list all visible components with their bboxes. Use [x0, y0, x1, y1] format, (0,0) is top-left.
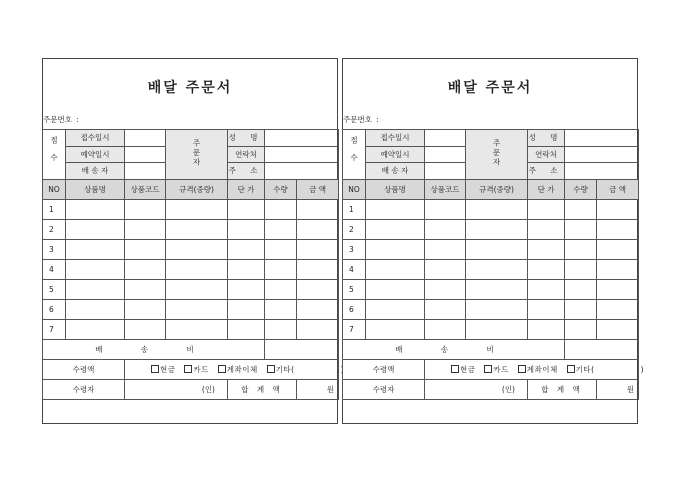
- amount-cell[interactable]: [597, 299, 639, 319]
- product-code-cell[interactable]: [425, 279, 466, 299]
- payment-label: 수령액: [43, 359, 125, 379]
- total-label: 합 계 액: [528, 379, 597, 399]
- orderer-contact-label: 연락처: [528, 146, 565, 163]
- orderer-contact-field[interactable]: [565, 146, 639, 163]
- transfer-label: 계좌이체: [526, 364, 558, 374]
- unit-price-cell[interactable]: [528, 319, 565, 339]
- product-code-cell[interactable]: [425, 239, 466, 259]
- spec-cell[interactable]: [466, 299, 528, 319]
- receiver-seal-field[interactable]: [125, 379, 228, 399]
- product-code-cell[interactable]: [125, 199, 166, 219]
- product-code-cell[interactable]: [125, 279, 166, 299]
- header-amount: 금 액: [597, 179, 639, 199]
- order-table: [342, 129, 645, 400]
- item-row[interactable]: [43, 299, 339, 319]
- order-table: [42, 129, 339, 400]
- payment-options: [425, 359, 645, 379]
- spec-cell[interactable]: [166, 219, 228, 239]
- row-number: 4: [343, 259, 366, 279]
- orderer-contact-field[interactable]: [265, 146, 339, 163]
- item-row[interactable]: [43, 259, 339, 279]
- row-number: 3: [43, 239, 66, 259]
- order-number-field[interactable]: [43, 114, 79, 125]
- deliverer-label: 배 송 자: [66, 163, 125, 180]
- seal-mark: (인): [501, 384, 515, 394]
- receipt-date-field[interactable]: [425, 130, 466, 147]
- item-row[interactable]: [343, 259, 639, 279]
- item-row[interactable]: [43, 239, 339, 259]
- product-code-cell[interactable]: [125, 239, 166, 259]
- row-number: 5: [43, 279, 66, 299]
- receiver-label: 수령자: [43, 379, 125, 399]
- transfer-checkbox[interactable]: [218, 365, 226, 373]
- unit-price-cell[interactable]: [228, 199, 265, 219]
- quantity-cell[interactable]: [265, 279, 297, 299]
- header-quantity: 수량: [565, 179, 597, 199]
- total-amount-field[interactable]: [597, 379, 639, 399]
- amount-cell[interactable]: [597, 319, 639, 339]
- delivery-order-form-right: [342, 58, 645, 424]
- order-number-separator: :: [75, 115, 79, 124]
- product-code-cell[interactable]: [425, 299, 466, 319]
- product-name-cell[interactable]: [66, 279, 125, 299]
- product-code-cell[interactable]: [125, 219, 166, 239]
- spec-cell[interactable]: [166, 279, 228, 299]
- quantity-cell[interactable]: [565, 199, 597, 219]
- unit-price-cell[interactable]: [528, 299, 565, 319]
- transfer-checkbox[interactable]: [518, 365, 526, 373]
- reservation-date-label: 예약일시: [66, 146, 125, 163]
- item-row[interactable]: [343, 219, 639, 239]
- receiver-seal-field[interactable]: [425, 379, 528, 399]
- orderer-group-label: 주문자: [466, 130, 528, 180]
- quantity-cell[interactable]: [265, 259, 297, 279]
- shipping-fee-field[interactable]: [265, 339, 339, 359]
- product-code-cell[interactable]: [425, 219, 466, 239]
- total-amount-field[interactable]: [297, 379, 339, 399]
- orderer-name-field[interactable]: [565, 130, 639, 147]
- product-name-cell[interactable]: [66, 219, 125, 239]
- header-amount: 금 액: [297, 179, 339, 199]
- amount-cell[interactable]: [597, 239, 639, 259]
- product-name-cell[interactable]: [366, 319, 425, 339]
- quantity-cell[interactable]: [565, 219, 597, 239]
- amount-cell[interactable]: [297, 199, 339, 219]
- spec-cell[interactable]: [166, 239, 228, 259]
- amount-cell[interactable]: [597, 279, 639, 299]
- item-row[interactable]: [343, 199, 639, 219]
- product-code-cell[interactable]: [425, 259, 466, 279]
- unit-price-cell[interactable]: [228, 299, 265, 319]
- spec-cell[interactable]: [466, 239, 528, 259]
- reservation-date-field[interactable]: [125, 146, 166, 163]
- quantity-cell[interactable]: [565, 279, 597, 299]
- spec-cell[interactable]: [166, 259, 228, 279]
- shipping-fee-label: 배 송 비: [43, 339, 265, 359]
- unit-price-cell[interactable]: [228, 219, 265, 239]
- item-header-row: [343, 179, 639, 199]
- amount-cell[interactable]: [597, 259, 639, 279]
- order-number-field[interactable]: [343, 114, 379, 125]
- unit-price-cell[interactable]: [228, 239, 265, 259]
- spec-cell[interactable]: [466, 199, 528, 219]
- payment-label: 수령액: [343, 359, 425, 379]
- item-row[interactable]: [43, 219, 339, 239]
- unit-price-cell[interactable]: [228, 319, 265, 339]
- orderer-name-field[interactable]: [265, 130, 339, 147]
- orderer-contact-label: 연락처: [228, 146, 265, 163]
- receipt-date-field[interactable]: [125, 130, 166, 147]
- spec-cell[interactable]: [466, 319, 528, 339]
- reservation-date-label: 예약일시: [366, 146, 425, 163]
- seal-mark: (인): [201, 384, 215, 394]
- row-number: 6: [43, 299, 66, 319]
- quantity-cell[interactable]: [265, 299, 297, 319]
- cash-checkbox[interactable]: [151, 365, 159, 373]
- product-code-cell[interactable]: [125, 299, 166, 319]
- unit-price-cell[interactable]: [228, 279, 265, 299]
- form-title: 배달 주문서: [147, 80, 233, 96]
- spec-cell[interactable]: [466, 279, 528, 299]
- header-spec: 규격(중량): [466, 179, 528, 199]
- header-no: NO: [343, 179, 366, 199]
- receipt-date-label: 접수일시: [66, 130, 125, 147]
- quantity-cell[interactable]: [565, 259, 597, 279]
- spec-cell[interactable]: [466, 259, 528, 279]
- quantity-cell[interactable]: [565, 239, 597, 259]
- unit-price-cell[interactable]: [528, 219, 565, 239]
- row-number: 7: [343, 319, 366, 339]
- product-name-cell[interactable]: [66, 199, 125, 219]
- product-code-cell[interactable]: [125, 259, 166, 279]
- item-row[interactable]: [43, 199, 339, 219]
- receipt-group-label: 접수: [43, 130, 66, 180]
- header-unit-price: 단 가: [228, 179, 265, 199]
- orderer-address-field[interactable]: [265, 163, 339, 180]
- product-name-cell[interactable]: [66, 299, 125, 319]
- item-row[interactable]: [43, 279, 339, 299]
- product-code-cell[interactable]: [125, 319, 166, 339]
- card-label: 카드: [193, 364, 209, 374]
- product-name-cell[interactable]: [366, 239, 425, 259]
- item-header-row: [43, 179, 339, 199]
- item-row[interactable]: [343, 239, 639, 259]
- unit-price-cell[interactable]: [528, 259, 565, 279]
- item-row[interactable]: [343, 299, 639, 319]
- row-number: 1: [43, 199, 66, 219]
- quantity-cell[interactable]: [265, 239, 297, 259]
- order-number-label: 주문번호: [343, 115, 372, 124]
- orderer-address-label: 주 소: [228, 163, 265, 180]
- header-spec: 규격(중량): [166, 179, 228, 199]
- amount-cell[interactable]: [297, 279, 339, 299]
- transfer-label: 계좌이체: [226, 364, 258, 374]
- reservation-date-field[interactable]: [425, 146, 466, 163]
- other-checkbox[interactable]: [267, 365, 275, 373]
- amount-cell[interactable]: [297, 239, 339, 259]
- deliverer-field[interactable]: [125, 163, 166, 180]
- order-number-separator: :: [375, 115, 379, 124]
- cash-checkbox[interactable]: [451, 365, 459, 373]
- unit-price-cell[interactable]: [528, 279, 565, 299]
- orderer-address-field[interactable]: [565, 163, 639, 180]
- row-number: 2: [43, 219, 66, 239]
- other-checkbox[interactable]: [567, 365, 575, 373]
- product-name-cell[interactable]: [366, 199, 425, 219]
- amount-cell[interactable]: [297, 299, 339, 319]
- spec-cell[interactable]: [466, 219, 528, 239]
- receipt-group-label: 접수: [343, 130, 366, 180]
- card-checkbox[interactable]: [184, 365, 192, 373]
- quantity-cell[interactable]: [265, 199, 297, 219]
- header-quantity: 수량: [265, 179, 297, 199]
- amount-cell[interactable]: [297, 259, 339, 279]
- amount-cell[interactable]: [297, 319, 339, 339]
- unit-price-cell[interactable]: [228, 259, 265, 279]
- orderer-address-label: 주 소: [528, 163, 565, 180]
- product-code-cell[interactable]: [425, 199, 466, 219]
- item-row[interactable]: [343, 279, 639, 299]
- product-name-cell[interactable]: [366, 219, 425, 239]
- product-name-cell[interactable]: [366, 259, 425, 279]
- row-number: 5: [343, 279, 366, 299]
- currency-unit: 원: [326, 384, 334, 394]
- product-name-cell[interactable]: [66, 319, 125, 339]
- product-name-cell[interactable]: [66, 239, 125, 259]
- row-number: 2: [343, 219, 366, 239]
- quantity-cell[interactable]: [265, 219, 297, 239]
- header-unit-price: 단 가: [528, 179, 565, 199]
- amount-cell[interactable]: [297, 219, 339, 239]
- currency-unit: 원: [626, 384, 634, 394]
- product-name-cell[interactable]: [366, 299, 425, 319]
- card-checkbox[interactable]: [484, 365, 492, 373]
- item-row[interactable]: [343, 319, 639, 339]
- other-close-paren: ): [640, 364, 645, 374]
- spec-cell[interactable]: [166, 319, 228, 339]
- other-label: 기타(: [575, 364, 595, 374]
- unit-price-cell[interactable]: [528, 199, 565, 219]
- row-number: 6: [343, 299, 366, 319]
- row-number: 7: [43, 319, 66, 339]
- quantity-cell[interactable]: [265, 319, 297, 339]
- product-code-cell[interactable]: [425, 319, 466, 339]
- receipt-date-label: 접수일시: [366, 130, 425, 147]
- receiver-label: 수령자: [343, 379, 425, 399]
- header-product-code: 상품코드: [125, 179, 166, 199]
- form-title: 배달 주문서: [447, 80, 533, 96]
- payment-options: [125, 359, 339, 379]
- other-label: 기타(: [275, 364, 295, 374]
- card-label: 카드: [493, 364, 509, 374]
- header-product-name: 상품명: [366, 179, 425, 199]
- row-number: 3: [343, 239, 366, 259]
- orderer-name-label: 성 명: [228, 130, 265, 147]
- quantity-cell[interactable]: [565, 299, 597, 319]
- spec-cell[interactable]: [166, 299, 228, 319]
- amount-cell[interactable]: [597, 199, 639, 219]
- item-row[interactable]: [43, 319, 339, 339]
- total-label: 합 계 액: [228, 379, 297, 399]
- unit-price-cell[interactable]: [528, 239, 565, 259]
- shipping-fee-field[interactable]: [565, 339, 639, 359]
- row-number: 1: [343, 199, 366, 219]
- deliverer-label: 배 송 자: [366, 163, 425, 180]
- orderer-group-label: 주문자: [166, 130, 228, 180]
- deliverer-field[interactable]: [425, 163, 466, 180]
- orderer-name-label: 성 명: [528, 130, 565, 147]
- amount-cell[interactable]: [597, 219, 639, 239]
- header-no: NO: [43, 179, 66, 199]
- cash-label: 현금: [460, 364, 476, 374]
- spec-cell[interactable]: [166, 199, 228, 219]
- header-product-code: 상품코드: [425, 179, 466, 199]
- product-name-cell[interactable]: [366, 279, 425, 299]
- product-name-cell[interactable]: [66, 259, 125, 279]
- delivery-order-form-left: [42, 58, 338, 424]
- row-number: 4: [43, 259, 66, 279]
- order-number-label: 주문번호: [43, 115, 72, 124]
- header-product-name: 상품명: [66, 179, 125, 199]
- quantity-cell[interactable]: [565, 319, 597, 339]
- shipping-fee-label: 배 송 비: [343, 339, 565, 359]
- cash-label: 현금: [160, 364, 176, 374]
